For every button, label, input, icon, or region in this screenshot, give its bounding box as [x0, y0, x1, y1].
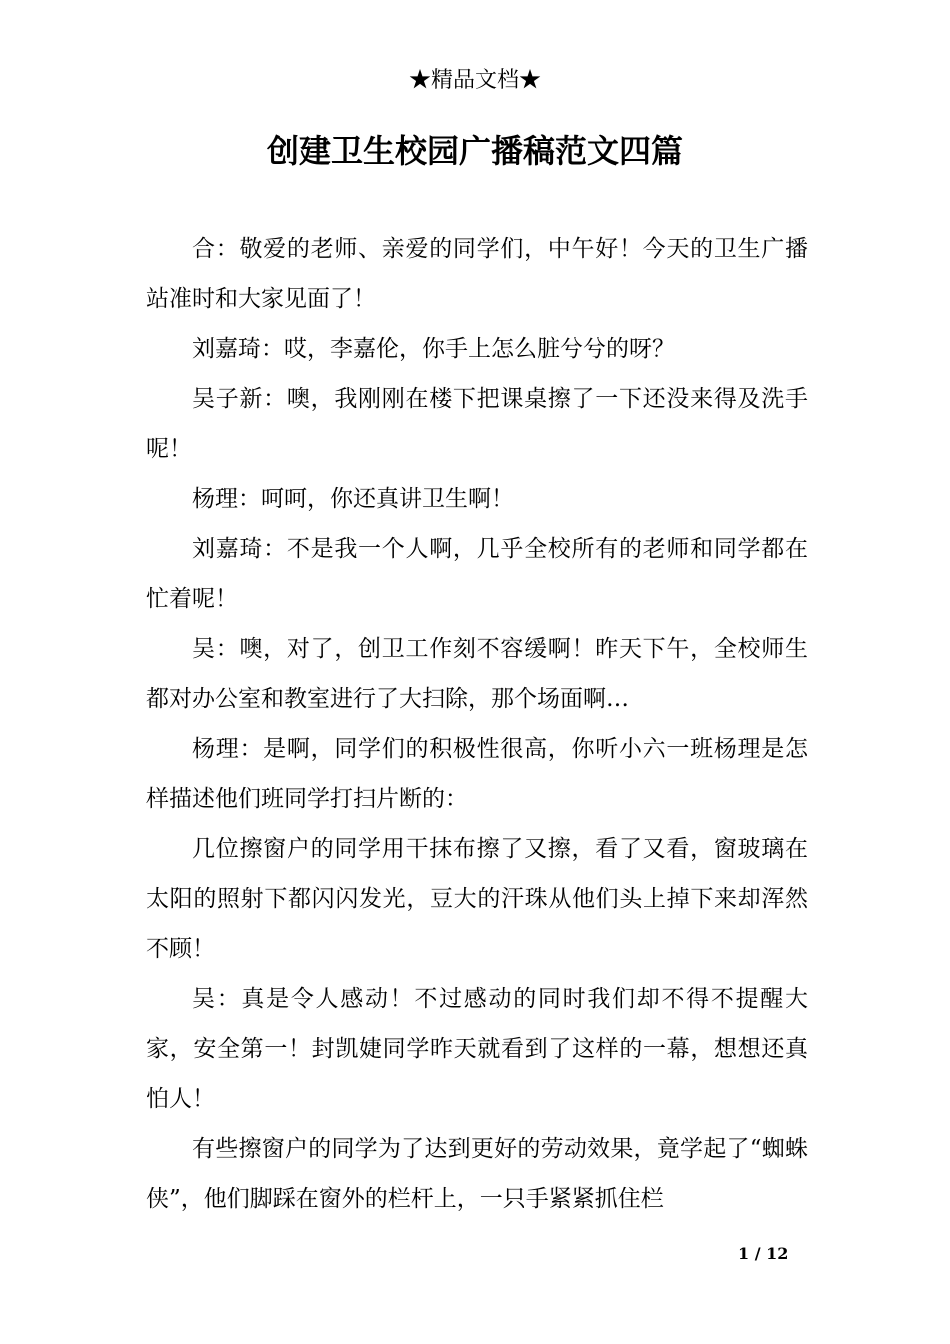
paragraph: 吴：噢，对了，创卫工作刻不容缓啊！昨天下午，全校师生都对办公室和教室进行了大扫除，那个场面啊… — [146, 636, 808, 712]
paragraph: 有些擦窗户的同学为了达到更好的劳动效果，竟学起了“蜘蛛侠”，他们脚踩在窗外的栏杆上，一只手紧紧抓住栏 — [146, 1136, 808, 1212]
paragraph: 合：敬爱的老师、亲爱的同学们，中午好！今天的卫生广播站准时和大家见面了！ — [146, 236, 808, 312]
paragraph: 几位擦窗户的同学用干抹布擦了又擦，看了又看，窗玻璃在太阳的照射下都闪闪发光，豆大的汗珠从他们头上掉下来却浑然不顾！ — [146, 836, 808, 962]
page-number: 1 / 12 — [738, 1244, 789, 1263]
document-title: 创建卫生校园广播稿范文四篇 — [266, 132, 683, 170]
paragraph: 杨理：呵呵，你还真讲卫生啊！ — [192, 486, 514, 512]
paragraph: 杨理：是啊，同学们的积极性很高，你听小六一班杨理是怎样描述他们班同学打扫片断的： — [146, 736, 808, 812]
document-body — [146, 224, 808, 1224]
page-header: ★精品文档★ — [408, 68, 541, 93]
paragraph: 刘嘉琦：哎，李嘉伦，你手上怎么脏兮兮的呀？ — [192, 336, 675, 362]
paragraph: 吴：真是令人感动！不过感动的同时我们却不得不提醒大家，安全第一！封凯婕同学昨天就看到了这样的一幕，想想还真怕人！ — [146, 986, 808, 1112]
paragraph: 刘嘉琦：不是我一个人啊，几乎全校所有的老师和同学都在忙着呢！ — [146, 536, 808, 612]
paragraph: 吴子新：噢，我刚刚在楼下把课桌擦了一下还没来得及洗手呢！ — [146, 386, 808, 462]
